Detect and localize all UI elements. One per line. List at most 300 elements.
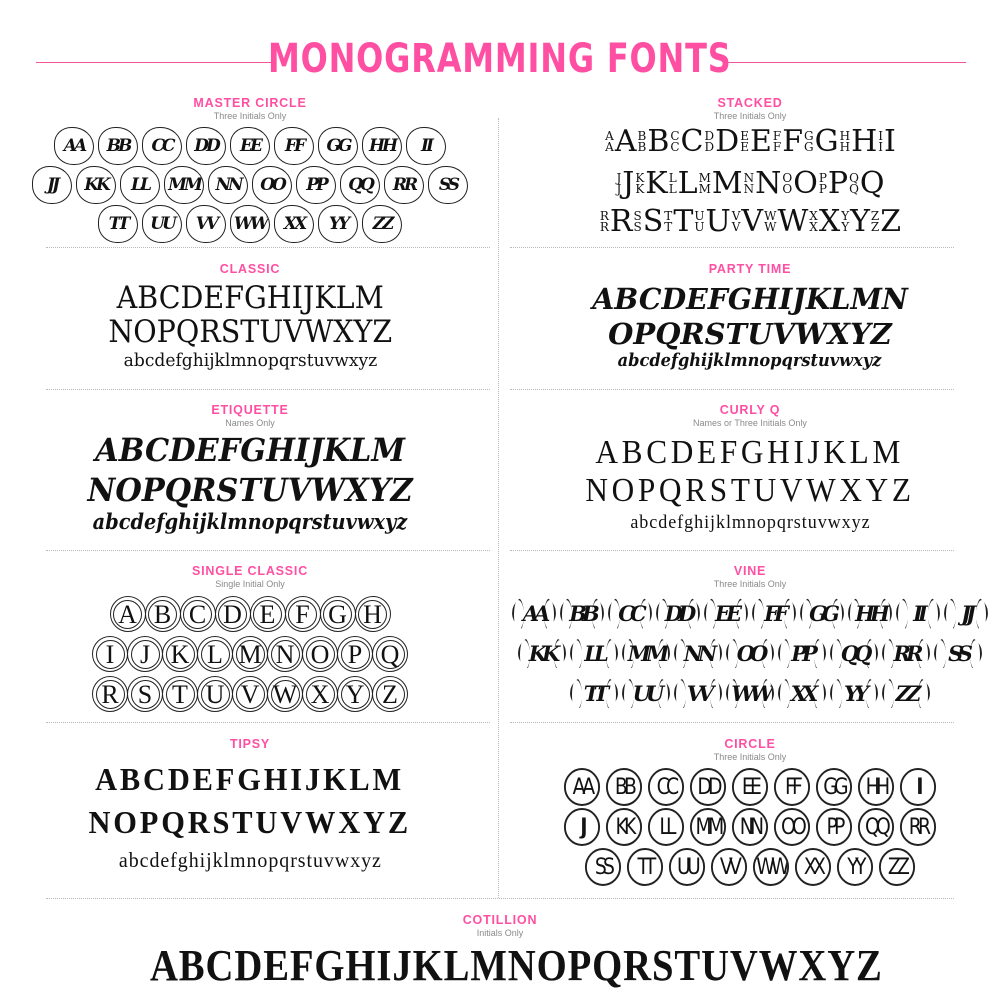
- section-title-circle: CIRCLE: [724, 737, 776, 751]
- badge-letter: Y: [345, 680, 365, 709]
- stacked-letter: K: [645, 166, 668, 201]
- monogram-glyph: [816, 768, 852, 806]
- monogram-glyph: [570, 634, 618, 672]
- monogram-letters: UU: [632, 680, 660, 706]
- section-title-curly-q: CURLY Q: [719, 403, 781, 417]
- monogram-glyph: [230, 205, 270, 243]
- stacked-glyph: P P P: [818, 166, 849, 201]
- monogram-glyph: [296, 166, 336, 204]
- monogram-glyph: [606, 768, 642, 806]
- monogram-glyph: [622, 634, 670, 672]
- letter-badge: [285, 596, 321, 632]
- vine-row-2: [510, 634, 990, 672]
- party-time-row-uppercase-2: OPQRSTUVWXYZ: [608, 317, 892, 351]
- section-subtitle-single-classic: Single Initial Only: [215, 579, 285, 589]
- curly-q-row-uppercase-2: NOPQRSTUVWXYZ: [585, 472, 915, 509]
- stacked-glyph: M M M: [698, 166, 743, 201]
- badge-letter: O: [310, 640, 330, 669]
- badge-letter: M: [238, 640, 262, 669]
- stacked-glyph: J J J: [616, 166, 635, 201]
- monogram-letters: VV: [719, 854, 739, 880]
- section-title-stacked: STACKED: [717, 96, 783, 110]
- monogram-letters: MM: [168, 175, 200, 195]
- master-circle-row-1: [10, 127, 490, 165]
- monogram-glyph: [186, 205, 226, 243]
- section-subtitle-master-circle: Three Initials Only: [213, 111, 287, 121]
- monogram-letters: DD: [194, 136, 218, 156]
- monogram-glyph: [32, 166, 72, 204]
- letter-badge: [162, 676, 198, 712]
- monogram-letters: HH: [855, 600, 885, 626]
- divider-right-1: [510, 247, 954, 248]
- letter-badge: [372, 636, 408, 672]
- monogram-glyph: [606, 808, 642, 846]
- badge-letter: T: [172, 680, 188, 709]
- monogram-letters: SS: [594, 854, 612, 880]
- stacked-letter: F: [782, 124, 804, 159]
- stacked-glyph: Y Y Y: [841, 204, 870, 239]
- party-time-row-uppercase-1: ABCDEFGHIJKLMN: [592, 282, 908, 316]
- monogram-glyph: [795, 848, 831, 886]
- monogram-letters: TT: [583, 680, 605, 706]
- badge-letter: H: [363, 600, 382, 629]
- monogram-letters: TT: [637, 854, 653, 880]
- divider-left-4: [46, 722, 490, 723]
- cotillion-row-uppercase: ABCDEFGHIJKLMNOPQRSTUVWXYZ: [149, 941, 883, 990]
- monogram-letters: UU: [677, 854, 697, 880]
- badge-letter: J: [139, 640, 151, 669]
- stacked-glyph: Q Q Q: [849, 166, 885, 201]
- tipsy-row-uppercase-1: ABCDEFGHIJKLM: [95, 761, 405, 797]
- letter-badge: [110, 596, 146, 632]
- monogram-glyph: [622, 674, 670, 712]
- monogram-letters: MM: [695, 814, 721, 840]
- letter-badge: [197, 676, 233, 712]
- stacked-glyph: O O O: [782, 166, 818, 201]
- monogram-glyph: [230, 127, 270, 165]
- stacked-glyph: G G G: [804, 124, 839, 159]
- stacked-letter: C: [680, 124, 704, 159]
- stacked-letter: X: [818, 204, 841, 239]
- letter-badge: [127, 676, 163, 712]
- stacked-row-3: [510, 205, 990, 237]
- monogram-glyph: [98, 205, 138, 243]
- monogram-letters: JJ: [580, 814, 584, 840]
- monogram-glyph: [318, 127, 358, 165]
- stacked-glyph: W W W: [764, 204, 809, 239]
- letter-badge: [320, 596, 356, 632]
- divider-left-3: [46, 550, 490, 551]
- monogram-letters: HH: [865, 774, 887, 800]
- party-time-row-lowercase: abcdefghijklmnopqrstuvwxyz: [618, 350, 882, 371]
- monogram-glyph: [858, 808, 894, 846]
- monogram-letters: OO: [260, 175, 284, 195]
- monogram-glyph: [726, 674, 774, 712]
- monogram-letters: DD: [664, 600, 692, 626]
- monogram-glyph: [428, 166, 468, 204]
- letter-badge: [250, 596, 286, 632]
- monogram-glyph: [186, 127, 226, 165]
- letter-badge: [215, 596, 251, 632]
- letter-badge: [372, 676, 408, 712]
- monogram-letters: KK: [615, 814, 633, 840]
- badge-letter: L: [207, 640, 223, 669]
- letter-badge: [302, 676, 338, 712]
- stacked-letter: O: [793, 166, 818, 201]
- stacked-glyph: N N N: [743, 166, 782, 201]
- letter-badge: [355, 596, 391, 632]
- monogram-glyph: [774, 768, 810, 806]
- page-title: MONOGRAMMING FONTS: [268, 36, 732, 82]
- section-title-master-circle: MASTER CIRCLE: [193, 96, 307, 110]
- monogram-letters: II: [913, 600, 923, 626]
- monogram-glyph: [900, 768, 936, 806]
- monogram-glyph: [674, 674, 722, 712]
- monogram-letters: KK: [84, 175, 108, 195]
- letter-badge: [337, 636, 373, 672]
- classic-row-uppercase-2: NOPQRSTUVWXYZ: [108, 314, 392, 350]
- stacked-letter: N: [755, 166, 782, 201]
- badge-letter: C: [188, 600, 207, 629]
- monogram-letters: WW: [731, 680, 769, 706]
- badge-letter: D: [223, 600, 242, 629]
- monogram-letters: NN: [739, 814, 761, 840]
- monogram-glyph: [837, 848, 873, 886]
- monogram-letters: XX: [283, 214, 305, 234]
- monogram-letters: AA: [572, 774, 592, 800]
- monogram-letters: BB: [614, 774, 634, 800]
- monogram-glyph: [704, 594, 748, 632]
- monogram-glyph: [858, 768, 894, 806]
- monogram-letters: BB: [569, 600, 595, 626]
- monogram-letters: XX: [803, 854, 823, 880]
- etiquette-row-lowercase: abcdefghijklmnopqrstuvwxyz: [92, 509, 408, 534]
- divider-left-2: [46, 389, 490, 390]
- stacked-glyph: S S S: [633, 204, 664, 239]
- monogram-glyph: [656, 594, 700, 632]
- monogram-glyph: [648, 768, 684, 806]
- stacked-glyph: E E E: [740, 124, 772, 159]
- stacked-letter: Q: [859, 166, 885, 201]
- monogram-glyph: [900, 808, 936, 846]
- monogram-letters: MM: [627, 640, 665, 666]
- stacked-glyph: I I I: [878, 124, 896, 159]
- monogram-glyph: [732, 808, 768, 846]
- monogram-glyph: [570, 674, 618, 712]
- monogram-glyph: [830, 674, 878, 712]
- monogram-glyph: [340, 166, 380, 204]
- stacked-letter: D: [715, 124, 740, 159]
- stacked-letter: A: [614, 124, 637, 159]
- monogram-letters: GG: [823, 774, 845, 800]
- monogram-glyph: [752, 594, 796, 632]
- section-title-tipsy: TIPSY: [229, 737, 271, 751]
- monogram-glyph: [778, 634, 826, 672]
- badge-letter: U: [205, 680, 225, 709]
- badge-letter: A: [118, 600, 137, 629]
- monogram-letters: ZZ: [372, 214, 392, 234]
- monogram-letters: SS: [948, 640, 968, 666]
- monogram-letters: XX: [790, 680, 814, 706]
- stacked-glyph: C C C: [670, 124, 704, 159]
- badge-letter: Q: [380, 640, 400, 669]
- stacked-letter: G: [814, 124, 839, 159]
- monogram-letters: FF: [784, 774, 800, 800]
- monogram-letters: FF: [764, 600, 784, 626]
- badge-letter: P: [347, 640, 363, 669]
- stacked-glyph: R R R: [599, 204, 633, 239]
- section-subtitle-stacked: Three Initials Only: [713, 111, 787, 121]
- monogram-glyph: [896, 594, 940, 632]
- section-subtitle-etiquette: Names Only: [225, 418, 275, 428]
- monogram-letters: KK: [528, 640, 556, 666]
- section-subtitle-circle: Three Initials Only: [713, 752, 787, 762]
- stacked-row-2: [510, 167, 990, 199]
- stacked-letter: H: [851, 124, 878, 159]
- monogram-glyph: [882, 634, 930, 672]
- monogram-letters: OO: [781, 814, 803, 840]
- section-title-vine: VINE: [733, 564, 767, 578]
- monogram-glyph: [669, 848, 705, 886]
- stacked-glyph: A A A: [605, 124, 637, 159]
- monogram-glyph: [690, 808, 726, 846]
- monogram-glyph: [674, 634, 722, 672]
- stacked-letter: J: [622, 166, 635, 201]
- circle-row-2: [510, 808, 990, 846]
- stacked-letter: B: [647, 124, 670, 159]
- monogram-glyph: [98, 127, 138, 165]
- stacked-letter: Z: [880, 204, 902, 239]
- monogram-letters: ZZ: [887, 854, 907, 880]
- badge-letter: E: [259, 600, 276, 629]
- monogram-glyph: [274, 205, 314, 243]
- monogram-glyph: [608, 594, 652, 632]
- master-circle-row-2: [10, 166, 490, 204]
- monogram-letters: EE: [240, 136, 260, 156]
- stacked-glyph: V V V: [731, 204, 764, 239]
- monogram-letters: PP: [791, 640, 813, 666]
- badge-letter: F: [295, 600, 310, 629]
- monogram-glyph: [142, 127, 182, 165]
- badge-letter: I: [105, 640, 115, 669]
- monogram-letters: RR: [908, 814, 928, 840]
- etiquette-row-uppercase-2: NOPQRSTUVWXYZ: [87, 471, 413, 509]
- monogram-letters: YY: [847, 854, 863, 880]
- monogram-letters: PP: [826, 814, 842, 840]
- stacked-glyph: K K K: [635, 166, 668, 201]
- monogram-glyph: [318, 205, 358, 243]
- divider-right-2: [510, 389, 954, 390]
- badge-letter: S: [137, 680, 153, 709]
- stacked-row-1: [510, 125, 990, 157]
- single-classic-row-3: [10, 676, 490, 712]
- stacked-glyph: F F F: [772, 124, 804, 159]
- monogram-glyph: [164, 166, 204, 204]
- monogram-letters: JJ: [46, 175, 58, 195]
- letter-badge: [162, 636, 198, 672]
- monogram-glyph: [564, 808, 600, 846]
- classic-row-uppercase-1: ABCDEFGHIJKLM: [116, 280, 384, 316]
- stacked-glyph: D D D: [704, 124, 740, 159]
- monogram-letters: YY: [328, 214, 348, 234]
- monogram-glyph: [564, 768, 600, 806]
- monogram-glyph: [711, 848, 747, 886]
- stacked-glyph: X X X: [809, 204, 841, 239]
- letter-badge: [180, 596, 216, 632]
- badge-letter: B: [153, 600, 172, 629]
- stacked-letter: Y: [850, 204, 870, 239]
- master-circle-row-3: [10, 205, 490, 243]
- section-subtitle-cotillion: Initials Only: [476, 928, 524, 938]
- monogram-letters: BB: [106, 136, 130, 156]
- monogram-glyph: [732, 768, 768, 806]
- monogram-letters: GG: [809, 600, 835, 626]
- badge-letter: G: [328, 600, 347, 629]
- monogram-glyph: [512, 594, 556, 632]
- section-title-classic: CLASSIC: [219, 262, 281, 276]
- section-title-cotillion: COTILLION: [462, 913, 538, 927]
- monogram-letters: CC: [656, 774, 676, 800]
- etiquette-row-uppercase-1: ABCDEFGHIJKLM: [95, 431, 405, 469]
- monogram-glyph: [778, 674, 826, 712]
- circle-row-3: [510, 848, 990, 886]
- monogram-letters: EE: [741, 774, 759, 800]
- monogram-glyph: [585, 848, 621, 886]
- monogram-glyph: [208, 166, 248, 204]
- monogram-letters: RR: [392, 175, 416, 195]
- stacked-letter: V: [741, 204, 764, 239]
- section-subtitle-vine: Three Initials Only: [713, 579, 787, 589]
- stacked-letter: T: [673, 204, 694, 239]
- stacked-letter: W: [777, 204, 809, 239]
- letter-badge: [92, 636, 128, 672]
- monogram-letters: EE: [714, 600, 737, 626]
- monogram-letters: OO: [736, 640, 764, 666]
- monogram-letters: II: [421, 136, 431, 156]
- monogram-glyph: [774, 808, 810, 846]
- monogram-letters: YY: [844, 680, 864, 706]
- monogram-glyph: [648, 808, 684, 846]
- monogram-letters: II: [916, 774, 920, 800]
- section-title-single-classic: SINGLE CLASSIC: [191, 564, 309, 578]
- vine-row-3: [510, 674, 990, 712]
- letter-badge: [232, 636, 268, 672]
- badge-letter: K: [170, 640, 190, 669]
- stacked-glyph: L L L: [668, 166, 698, 201]
- monogram-glyph: [879, 848, 915, 886]
- badge-letter: R: [101, 680, 119, 709]
- monogram-letters: NN: [215, 175, 241, 195]
- letter-badge: [267, 636, 303, 672]
- monogram-glyph: [362, 205, 402, 243]
- monogram-letters: LL: [131, 175, 149, 195]
- section-title-etiquette: ETIQUETTE: [211, 403, 289, 417]
- monogram-letters: FF: [284, 136, 304, 156]
- monogram-letters: AA: [63, 136, 85, 156]
- monogram-letters: AA: [522, 600, 546, 626]
- monogram-letters: HH: [368, 136, 396, 156]
- monogram-glyph: [142, 205, 182, 243]
- classic-row-lowercase: abcdefghijklmnopqrstuvwxyz: [123, 350, 377, 371]
- tipsy-row-uppercase-2: NOPQRSTUVWXYZ: [88, 804, 412, 840]
- stacked-glyph: B B B: [637, 124, 670, 159]
- stacked-letter: R: [609, 204, 633, 239]
- monogram-glyph: [816, 808, 852, 846]
- monogram-glyph: [726, 634, 774, 672]
- column-divider: [498, 118, 499, 898]
- stacked-glyph: T T T: [664, 204, 694, 239]
- curly-q-row-lowercase: abcdefghijklmnopqrstuvwxyz: [629, 512, 871, 533]
- monogram-letters: LL: [584, 640, 604, 666]
- divider-left-1: [46, 247, 490, 248]
- monogram-glyph: [848, 594, 892, 632]
- monogram-glyph: [362, 127, 402, 165]
- section-subtitle-curly-q: Names or Three Initials Only: [693, 418, 807, 428]
- monogram-letters: TT: [108, 214, 128, 234]
- stacked-letter: I: [883, 124, 896, 159]
- stacked-letter: S: [642, 204, 664, 239]
- badge-letter: V: [240, 680, 260, 709]
- letter-badge: [267, 676, 303, 712]
- monogram-glyph: [800, 594, 844, 632]
- monogram-glyph: [830, 634, 878, 672]
- monogram-glyph: [882, 674, 930, 712]
- vine-row-1: [510, 594, 990, 632]
- monogram-glyph: [518, 634, 566, 672]
- monogram-glyph: [627, 848, 663, 886]
- stacked-glyph: U U U: [694, 204, 731, 239]
- divider-bottom: [46, 898, 954, 899]
- monogram-letters: VV: [195, 214, 217, 234]
- monogram-letters: CC: [151, 136, 173, 156]
- single-classic-row-1: [10, 596, 490, 632]
- section-title-party-time: PARTY TIME: [708, 262, 792, 276]
- letter-badge: [302, 636, 338, 672]
- monogram-letters: QQ: [865, 814, 887, 840]
- stacked-letter: E: [749, 124, 772, 159]
- letter-badge: [145, 596, 181, 632]
- monogram-letters: UU: [150, 214, 174, 234]
- monogram-letters: SS: [438, 175, 458, 195]
- monogram-letters: RR: [893, 640, 919, 666]
- divider-right-4: [510, 722, 954, 723]
- monogram-glyph: [120, 166, 160, 204]
- monogram-letters: ZZ: [895, 680, 917, 706]
- monogram-glyph: [690, 768, 726, 806]
- monogram-glyph: [560, 594, 604, 632]
- badge-letter: X: [310, 680, 330, 709]
- stacked-letter: M: [711, 166, 743, 201]
- monogram-letters: GG: [326, 136, 350, 156]
- tipsy-row-lowercase: abcdefghijklmnopqrstuvwxyz: [118, 848, 382, 872]
- monogram-glyph: [76, 166, 116, 204]
- monogram-glyph: [934, 634, 982, 672]
- divider-right-3: [510, 550, 954, 551]
- monogram-letters: LL: [659, 814, 673, 840]
- monogram-glyph: [54, 127, 94, 165]
- stacked-letter: U: [705, 204, 731, 239]
- monogram-letters: CC: [618, 600, 642, 626]
- monogram-letters: VV: [686, 680, 710, 706]
- monogram-letters: QQ: [348, 175, 372, 195]
- letter-badge: [337, 676, 373, 712]
- monogram-letters: DD: [697, 774, 719, 800]
- stacked-letter: P: [827, 166, 849, 201]
- monogram-glyph: [252, 166, 292, 204]
- monogram-letters: QQ: [840, 640, 868, 666]
- letter-badge: [92, 676, 128, 712]
- monogram-glyph: [384, 166, 424, 204]
